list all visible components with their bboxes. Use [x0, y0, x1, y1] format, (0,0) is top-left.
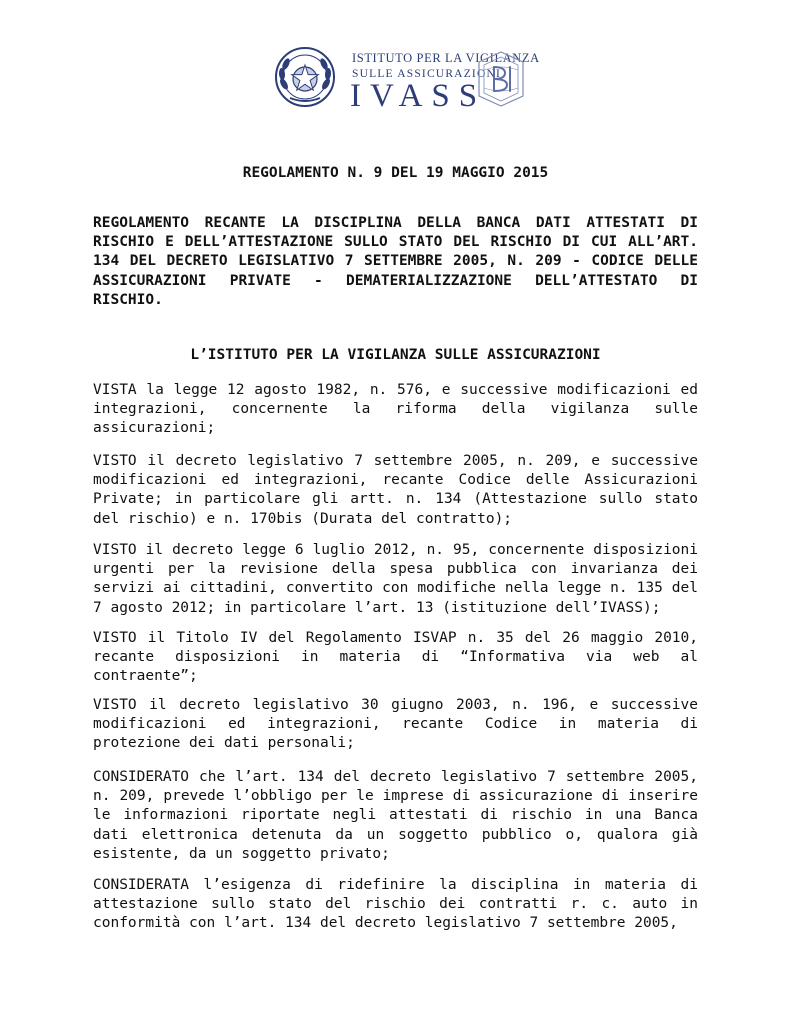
institute-name-line1: ISTITUTO PER LA VIGILANZA [352, 51, 540, 65]
italian-republic-emblem-icon [274, 46, 336, 108]
issuer-heading: L’ISTITUTO PER LA VIGILANZA SULLE ASSICURAZIONI [190, 347, 601, 363]
paragraph: VISTA la legge 12 agosto 1982, n. 576, e successive modificazioni ed integrazioni, concernente la riforma della vigilanza sulle assicurazioni; [93, 382, 698, 437]
paragraph: VISTO il decreto legislativo 7 settembre 2005, n. 209, e successive modificazioni ed integrazioni, recante Codice delle Assicurazioni Private; in particolare gli artt. n. 134 (Attestazione sullo stato del rischio) e n. 170bis (Durata del contratto); [93, 453, 698, 527]
document-title: REGOLAMENTO N. 9 DEL 19 MAGGIO 2015 [242, 165, 549, 181]
ivass-monogram-seal-icon [476, 50, 526, 108]
ivass-wordmark: IVASS [350, 78, 487, 114]
institute-name-line2: SULLE ASSICURAZIONI [352, 68, 501, 80]
paragraph: CONSIDERATA l’esigenza di ridefinire la disciplina in materia di attestazione sullo stato del rischio dei contratti r. c. auto in conformità con l’art. 134 del decreto legislativo 7 settembre 2005, [93, 877, 698, 932]
paragraph: VISTO il decreto legislativo 30 giugno 2003, n. 196, e successive modificazioni ed integrazioni, recante Codice in materia di protezione dei dati personali; [93, 697, 698, 752]
letterhead [270, 44, 540, 114]
paragraph: CONSIDERATO che l’art. 134 del decreto legislativo 7 settembre 2005, n. 209, prevede l’obbligo per le imprese di assicurazione di inserire le informazioni riportate negli attestati di rischio in una Banca dati elettronica detenuta da un soggetto pubblico o, qualora già esistente, da un soggetto privato; [93, 769, 698, 862]
document-subject: REGOLAMENTO RECANTE LA DISCIPLINA DELLA BANCA DATI ATTESTATI DI RISCHIO E DELL’ATTESTAZIONE SULLO STATO DEL RISCHIO DI CUI ALL’ART. 134 DEL DECRETO LEGISLATIVO 7 SETTEMBRE 2005, N. 209 - CODICE DELLE ASSICURAZIONI PRIVATE - DEMATERIALIZZAZIONE DELL’ATTESTATO DI RISCHIO. [93, 215, 698, 308]
paragraph: VISTO il decreto legge 6 luglio 2012, n. 95, concernente disposizioni urgenti per la revisione della spesa pubblica con invarianza dei servizi ai cittadini, convertito con modifiche nella legge n. 135 del 7 agosto 2012; in particolare l’art. 13 (istituzione dell’IVASS); [93, 542, 698, 616]
paragraph: VISTO il Titolo IV del Regolamento ISVAP n. 35 del 26 maggio 2010, recante disposizioni in materia di “Informativa via web al contraente”; [93, 630, 698, 685]
